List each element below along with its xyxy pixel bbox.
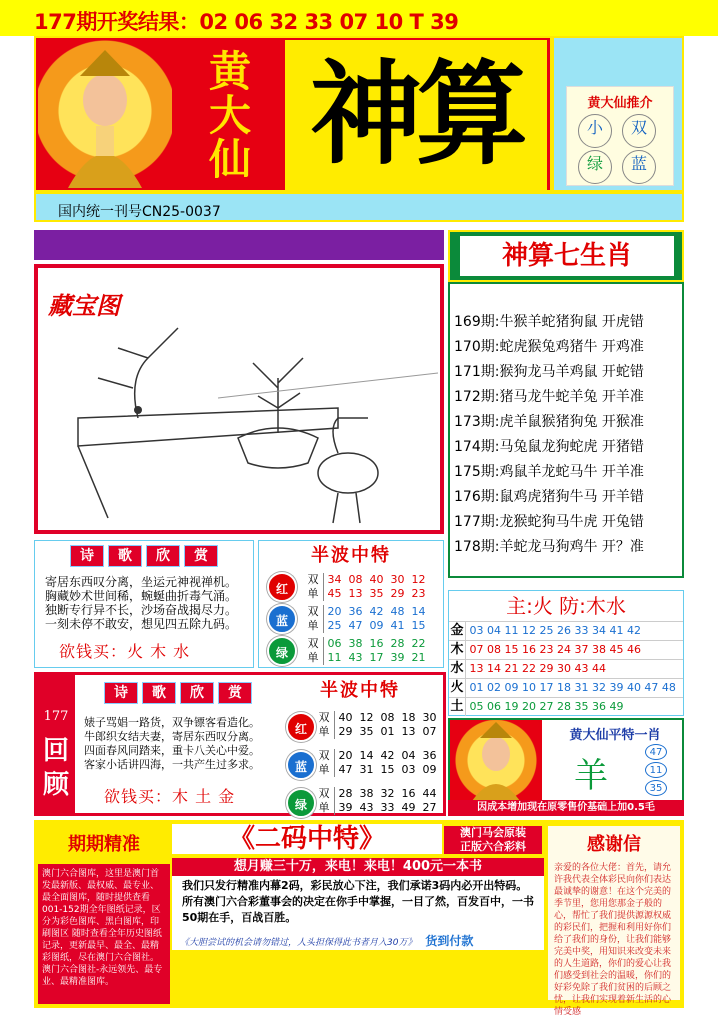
wave-num: 35 — [369, 587, 384, 600]
element-row — [449, 697, 683, 716]
recommend-cell: 蓝 — [622, 150, 656, 184]
zodiac-row — [454, 510, 682, 535]
wave-num: 44 — [422, 787, 437, 800]
zodiac-period: 176期: — [454, 489, 500, 505]
poem-title-char: 赏 — [184, 545, 218, 567]
wave-color-badge: 绿 — [286, 788, 316, 818]
review-label-strip — [37, 675, 77, 813]
wave-num: 48 — [390, 605, 405, 618]
wave-row-label: 双 — [303, 637, 324, 651]
zodiac-animals: 蛇虎猴兔鸡猪牛 — [499, 339, 598, 355]
wave-num: 03 — [401, 763, 416, 776]
zodiac-animals: 鸡鼠羊龙蛇马牛 — [499, 464, 598, 480]
zodiac-period: 171期: — [454, 364, 500, 380]
publication-number: 国内统一刊号CN25-0037 — [34, 192, 684, 222]
wave-num: 40 — [338, 711, 353, 724]
zodiac-animals: 鼠鸡虎猪狗牛马 — [499, 489, 598, 505]
wave-row — [303, 573, 429, 587]
wave-num: 25 — [327, 619, 342, 632]
zodiac-row — [454, 535, 682, 560]
wave-num: 08 — [348, 573, 363, 586]
wave-num: 36 — [348, 605, 363, 618]
pick-number: 11 — [645, 762, 667, 778]
wave-num: 41 — [390, 619, 405, 632]
zodiac-animals: 猪马龙牛蛇羊兔 — [499, 389, 598, 405]
wave-num: 18 — [401, 711, 416, 724]
zodiac-animals: 牛猴羊蛇猪狗鼠 — [499, 314, 598, 330]
wave-num: 43 — [359, 801, 374, 814]
wave-num: 16 — [401, 787, 416, 800]
wave-row-label: 单 — [303, 651, 324, 665]
wave-num: 20 — [338, 749, 353, 762]
element-label: 金 — [449, 622, 466, 640]
poem-line: 客家小话讲四海，一共产生过多求。 — [84, 758, 260, 771]
wave-row-label: 双 — [314, 711, 335, 725]
zodiac-title: 神算七生肖 — [460, 236, 674, 276]
wave-row-label: 单 — [314, 801, 335, 815]
recommend-cell: 绿 — [578, 150, 612, 184]
zodiac-result: 开蛇错 — [601, 364, 644, 380]
wave-row-label: 双 — [303, 573, 324, 587]
zodiac-result: 开羊准 — [601, 389, 644, 405]
element-nums: 03 04 11 12 25 26 33 34 41 42 — [469, 624, 641, 637]
poem-header — [35, 541, 253, 569]
wave-num: 17 — [369, 651, 384, 664]
wave-num: 15 — [411, 619, 426, 632]
wave-num: 13 — [348, 587, 363, 600]
poem-title-char: 欣 — [180, 682, 214, 704]
wave-row — [303, 587, 429, 601]
wave-num: 22 — [411, 637, 426, 650]
zodiac-period: 172期: — [454, 389, 500, 405]
wave-num: 40 — [369, 573, 384, 586]
wave-color-badge: 绿 — [267, 636, 297, 666]
zodiac-result: 开羊准 — [601, 464, 644, 480]
zodiac-row — [454, 485, 682, 510]
wave-row-label: 单 — [303, 619, 324, 633]
accuracy-panel — [38, 824, 170, 1002]
wave-num: 33 — [380, 801, 395, 814]
wave-num: 36 — [422, 749, 437, 762]
wave-num: 49 — [401, 801, 416, 814]
poem-title-char: 欣 — [146, 545, 180, 567]
wave-row — [314, 787, 440, 801]
element-nums: 13 14 21 22 29 30 43 44 — [469, 662, 606, 675]
poem-line: 牛郎织女结夫妻，寄居东西叹分离。 — [84, 730, 260, 743]
pick-number: 47 — [645, 744, 667, 760]
wave-num: 14 — [359, 749, 374, 762]
wave-num: 45 — [327, 587, 342, 600]
pick-title: 黄大仙平特一肖 — [569, 728, 661, 743]
wave-num: 47 — [348, 619, 363, 632]
zodiac-animals: 羊蛇龙马狗鸡牛 — [499, 539, 598, 555]
wave-num: 13 — [401, 725, 416, 738]
wave-num: 21 — [411, 651, 426, 664]
wave-num: 32 — [380, 787, 395, 800]
accuracy-text: 澳门六合图库，这里是澳门首发最新版、最权威、最专业、最全面图库，随时提供查看001-152期全年图纸记录，区分为彩色图库、黑白图库，印刷图区 随时查看全年历史图纸记录，更新最早、最全、最精彩图纸，尽在澳门六合图社。澳门六合图社-永远领先、最专业、最精准图库。 — [38, 864, 170, 1004]
zodiac-period: 177期: — [454, 514, 500, 530]
wave-num: 34 — [327, 573, 342, 586]
wave-group — [259, 635, 443, 667]
wave-row — [314, 763, 440, 777]
zodiac-period: 169期: — [454, 314, 500, 330]
wave-group — [278, 746, 442, 784]
wave-row — [303, 619, 429, 633]
wave-num: 39 — [390, 651, 405, 664]
wave-group — [278, 784, 442, 822]
wave-num: 11 — [327, 651, 342, 664]
element-nums: 01 02 09 10 17 18 31 32 39 40 47 48 — [469, 681, 676, 694]
wave-row — [314, 711, 440, 725]
wave-num: 07 — [422, 725, 437, 738]
zodiac-result: 开猴准 — [601, 414, 644, 430]
review-label — [37, 734, 75, 802]
brand-vertical — [180, 47, 280, 190]
two-code-subtitle — [444, 826, 542, 854]
thanks-title: 感谢信 — [587, 834, 641, 855]
wave-num: 31 — [359, 763, 374, 776]
zodiac-period: 173期: — [454, 414, 500, 430]
wave-row — [303, 605, 429, 619]
wave-num: 30 — [422, 711, 437, 724]
wave-group — [278, 708, 442, 746]
deity-illustration-icon — [38, 40, 172, 188]
zodiac-row — [454, 385, 682, 410]
two-code-subtitle-line: 正版六合彩料 — [460, 840, 526, 853]
five-elements-table — [448, 590, 684, 716]
poem-line: 一刻未停不敢安，想见四五除九码。 — [45, 617, 238, 631]
pick-animal: 羊 — [574, 756, 608, 796]
wave-num: 27 — [422, 801, 437, 814]
zodiac-animals: 龙猴蛇狗马牛虎 — [499, 514, 598, 530]
poem-title-char: 诗 — [70, 545, 104, 567]
wave-color-badge: 蓝 — [267, 604, 297, 634]
two-code-body: 我们只发行精准内幕2码，彩民放心下注，我们承诺3码内必开出特码。所有澳门六合彩董事会的决定在你手中掌握，一目了然，百发百中，一书50期在手，百战百胜。 — [172, 876, 544, 932]
deity-thumbnail — [450, 720, 542, 804]
element-label: 土 — [449, 698, 466, 716]
wave-num: 47 — [338, 763, 353, 776]
wave-row-label: 单 — [314, 725, 335, 739]
zodiac-period: 175期: — [454, 464, 500, 480]
wave-num: 14 — [411, 605, 426, 618]
element-nums: 05 06 19 20 27 28 35 36 49 — [469, 700, 624, 713]
wave-num: 08 — [380, 711, 395, 724]
wave-num: 09 — [422, 763, 437, 776]
recommend-cell: 小 — [578, 114, 612, 148]
two-code-title: 《二码中特》 — [172, 824, 442, 854]
wave-row-label: 单 — [314, 763, 335, 777]
wave-num: 12 — [411, 573, 426, 586]
price-notice: 因成本增加现在原零售价基础上加0.5毛 — [448, 800, 684, 816]
two-code-footer — [172, 932, 544, 950]
brand-char: 仙 — [208, 135, 251, 184]
thanks-text: 亲爱的各位大佬：首先，请允许我代表全体彩民向你们表达最诚挚的谢意！在这个完美的季节里，您用您那金子般的心，帮忙了我们提供源源权威的彩民们，把握和利用好你们给了我们的身份，让我们能够完美中奖，用知识来改变未来的人生道路，你们的爱心让我们感受到社会的温暖，你们的好彩免除了我们贫困的后顾之忧，让我们实现着新生活的心情受感 — [554, 863, 672, 1017]
wave-num: 38 — [348, 637, 363, 650]
zodiac-result: 开兔错 — [601, 514, 644, 530]
recommend-title: 黄大仙推介 — [587, 96, 653, 111]
poem-section — [34, 540, 254, 668]
wave-num: 20 — [327, 605, 342, 618]
wave-row — [314, 749, 440, 763]
zodiac-animals: 虎羊鼠猴猪狗兔 — [499, 414, 598, 430]
zodiac-animals: 马兔鼠龙狗蛇虎 — [499, 439, 598, 455]
wave-title: 半波中特 — [311, 545, 391, 566]
poem-title-char: 歌 — [142, 682, 176, 704]
element-label: 木 — [449, 641, 466, 659]
wave-num: 38 — [359, 787, 374, 800]
poem-title-char: 歌 — [108, 545, 142, 567]
pick-number: 35 — [645, 780, 667, 796]
deity-thumbnail-icon — [450, 720, 542, 804]
review-label-char: 顾 — [42, 770, 69, 800]
wave-color-badge: 红 — [286, 712, 316, 742]
purple-divider — [34, 230, 444, 260]
wave-num: 42 — [380, 749, 395, 762]
zodiac-period: 170期: — [454, 339, 500, 355]
wave-num: 23 — [411, 587, 426, 600]
wave-row — [303, 637, 429, 651]
wave-num: 06 — [327, 637, 342, 650]
cod-label: 货到付款 — [425, 934, 474, 948]
poem-line: 四面春风同踏来，重卡八关心中爱。 — [84, 744, 260, 757]
draw-result-line: 177期开奖结果：02 06 32 33 07 10 T 39 — [0, 0, 718, 36]
element-row — [449, 659, 683, 678]
wave-table — [258, 540, 444, 668]
brand-char: 大 — [208, 91, 251, 140]
wave-color-badge: 红 — [267, 572, 297, 602]
wave-num: 04 — [401, 749, 416, 762]
poem-title-char: 诗 — [104, 682, 138, 704]
wave-row — [314, 725, 440, 739]
element-row — [449, 640, 683, 659]
wave-num: 35 — [359, 725, 374, 738]
wave-num: 12 — [359, 711, 374, 724]
wave-color-badge: 蓝 — [286, 750, 316, 780]
review-poem-header — [80, 678, 276, 706]
poem-line: 胸藏妙术世间稀，蜿蜒曲折毒气涌。 — [45, 589, 238, 603]
deity-image — [38, 40, 172, 188]
recommend-cell: 双 — [622, 114, 656, 148]
accuracy-title: 期期精准 — [68, 834, 140, 855]
poem-line: 婊子骂娼一路货，双争镖客看造化。 — [84, 716, 260, 729]
zodiac-animals: 猴狗龙马羊鸡鼠 — [499, 364, 598, 380]
wave-group — [259, 571, 443, 603]
two-code-slogan: 想月赚三十万，来电！来电！400元一本书 — [172, 858, 544, 876]
poem-buy: 欲钱买：火 木 水 — [59, 642, 191, 661]
review-number: 177 — [43, 709, 69, 724]
element-row — [449, 678, 683, 697]
thanks-letter — [546, 824, 682, 1017]
review-buy: 欲钱买：木 土 金 — [104, 787, 236, 806]
zodiac-result: 开鸡准 — [601, 339, 644, 355]
poem-title-char: 赏 — [218, 682, 252, 704]
zodiac-list — [448, 282, 684, 578]
wave-title: 半波中特 — [320, 680, 400, 701]
wave-num: 42 — [369, 605, 384, 618]
zodiac-result: 开？准 — [601, 539, 644, 555]
element-label: 水 — [449, 660, 466, 678]
brand-char: 黄 — [208, 47, 251, 96]
two-code-subtitle-line: 澳门马会原装 — [460, 826, 526, 839]
wave-row — [303, 651, 429, 665]
wave-row-label: 双 — [314, 787, 335, 801]
zodiac-period: 178期: — [454, 539, 500, 555]
poem-line: 寄居东西叹分离，坐运元神视禅机。 — [45, 575, 238, 589]
element-label: 火 — [449, 679, 466, 697]
wave-num: 15 — [380, 763, 395, 776]
wave-num: 30 — [390, 573, 405, 586]
two-code-footer-text: 《大胆尝试的机会请勿错过，人头担保得此书者月入30万》 — [180, 938, 417, 948]
wave-num: 28 — [390, 637, 405, 650]
wave-num: 09 — [369, 619, 384, 632]
wave-num: 39 — [338, 801, 353, 814]
treasure-map-title: 藏宝图 — [48, 291, 120, 320]
wave-group — [259, 603, 443, 635]
wave-num: 28 — [338, 787, 353, 800]
zodiac-row — [454, 460, 682, 485]
zodiac-row — [454, 335, 682, 360]
review-poem — [80, 678, 276, 812]
wave-row-label: 双 — [314, 749, 335, 763]
zodiac-row — [454, 410, 682, 435]
zodiac-result: 开虎错 — [601, 314, 644, 330]
wave-num: 01 — [380, 725, 395, 738]
wave-row — [314, 801, 440, 815]
wave-row-label: 单 — [303, 587, 324, 601]
wave-table — [278, 676, 442, 812]
masthead-title: 神算 — [285, 40, 547, 190]
zodiac-row — [454, 310, 682, 335]
five-elements-title: 主:火 防:木水 — [506, 594, 626, 618]
zodiac-row — [454, 435, 682, 460]
element-nums: 07 08 15 16 23 24 37 38 45 46 — [469, 643, 641, 656]
zodiac-result: 开羊错 — [601, 489, 644, 505]
poem-line: 独断专行异不长，沙场奋战揭尽力。 — [45, 603, 238, 617]
review-label-char: 回 — [42, 736, 69, 766]
zodiac-result: 开猪错 — [601, 439, 644, 455]
wave-num: 43 — [348, 651, 363, 664]
wave-num: 29 — [390, 587, 405, 600]
zodiac-period: 174期: — [454, 439, 500, 455]
wave-num: 29 — [338, 725, 353, 738]
element-row — [449, 621, 683, 640]
wave-row-label: 双 — [303, 605, 324, 619]
zodiac-row — [454, 360, 682, 385]
wave-num: 16 — [369, 637, 384, 650]
